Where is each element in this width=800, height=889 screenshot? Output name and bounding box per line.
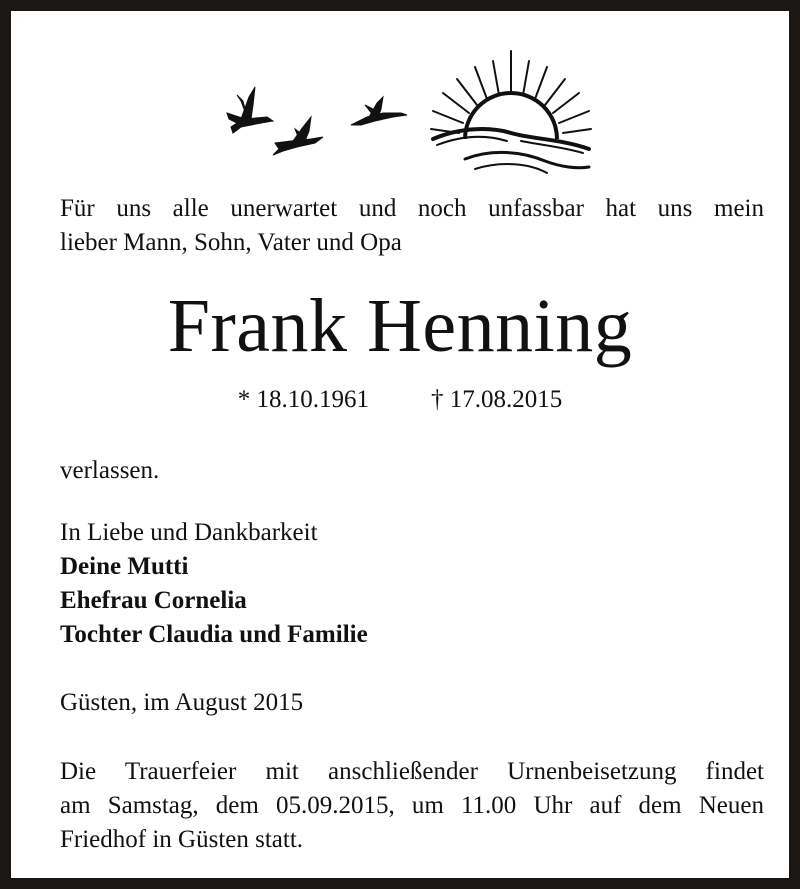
hills-icon bbox=[433, 129, 589, 173]
intro-line-2: lieber Mann, Sohn, Vater und Opa bbox=[60, 229, 402, 256]
mourners-intro: In Liebe und Dankbarkeit bbox=[60, 519, 318, 546]
flying-bird-icon bbox=[227, 87, 273, 133]
birds-and-sun-emblem bbox=[211, 35, 601, 185]
mourner-name: Deine Mutti bbox=[60, 553, 189, 580]
mourners-block bbox=[60, 516, 764, 652]
flying-bird-icon bbox=[351, 97, 407, 125]
funeral-line-2: am Samstag, dem 05.09.2015, um 11.00 Uhr auf dem Neuen bbox=[60, 792, 764, 819]
deceased-name: Frank Henning bbox=[167, 284, 633, 368]
place-date: Güsten, im August 2015 bbox=[60, 689, 304, 716]
closing-word: verlassen. bbox=[60, 457, 160, 484]
funeral-line-1: Die Trauerfeier mit anschließender Urnenbeisetzung findet bbox=[60, 758, 764, 785]
life-dates bbox=[11, 383, 789, 417]
intro-line-1: Für uns alle unerwartet und noch unfassbar hat uns mein bbox=[60, 195, 764, 222]
death-date: † 17.08.2015 bbox=[431, 386, 563, 413]
intro-text bbox=[60, 192, 764, 260]
mourner-name: Tochter Claudia und Familie bbox=[60, 621, 368, 648]
funeral-info bbox=[60, 755, 764, 857]
mourner-name: Ehefrau Cornelia bbox=[60, 587, 247, 614]
funeral-line-3: Friedhof in Güsten statt. bbox=[60, 826, 304, 853]
birth-date: * 18.10.1961 bbox=[237, 386, 369, 413]
flying-bird-icon bbox=[273, 117, 323, 155]
